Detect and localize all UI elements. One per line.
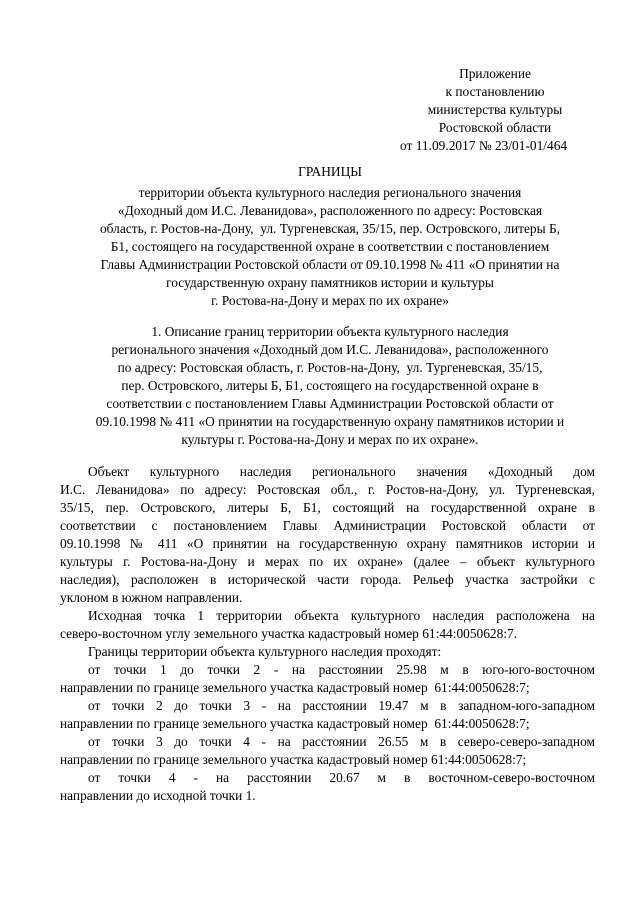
appendix-line: министерства культуры [427, 102, 563, 117]
boundary-segment-line: от точки 2 до точки 3 - на расстоянии 19.47 м в западном-юго-западном [88, 698, 595, 713]
section-heading-line: соответствии с постановлением Главы Администрации Ростовской области от [106, 396, 554, 411]
body-line: 35/15, пер. Островского, литеры Б, Б1, состоящий на государственной охране в [60, 500, 595, 515]
body-line: Границы территории объекта культурного наследия проходят: [88, 644, 442, 659]
appendix-date-line: от 11.09.2017 № 23/01-01/464 [400, 138, 568, 153]
body-line: наследия), расположен в исторической части города. Рельеф участка застройки с [60, 572, 595, 587]
boundary-segment-line: от точки 4 - на расстоянии 20.67 м в восточном-северо-восточном [88, 770, 595, 785]
subtitle-line: г. Ростова-на-Дону и мерах по их охране» [211, 293, 449, 308]
section-heading-line: по адресу: Ростовская область, г. Ростов-на-Дону, ул. Тургеневская, 35/15, [117, 360, 543, 375]
body-line: Объект культурного наследия регионального значения «Доходный дом [88, 464, 595, 479]
subtitle-line: Главы Администрации Ростовской области от 09.10.1998 № 411 «О принятии на [100, 257, 560, 272]
body-line: И.С. Леванидова» по адресу: Ростовская обл., г. Ростов-на-Дону, ул. Тургеневская, [60, 482, 595, 497]
subtitle-line: «Доходный дом И.С. Леванидова», расположенного по адресу: Ростовская [117, 203, 543, 218]
section-heading-line: культуры г. Ростова-на-Дону и мерах по их охране». [181, 432, 479, 447]
section-heading-line: регионального значения «Доходный дом И.С. Леванидова», расположенного [111, 342, 549, 357]
boundary-segment-line: направлении до исходной точки 1. [60, 788, 256, 803]
boundary-segment-line: от точки 3 до точки 4 - на расстоянии 26.55 м в северо-северо-западном [88, 734, 595, 749]
section-heading-line: пер. Островского, литеры Б, Б1, состоящего на государственной охране в [121, 378, 539, 393]
appendix-line: Приложение [459, 66, 531, 81]
document-title: ГРАНИЦЫ [298, 164, 362, 179]
body-line: уклоном в южном направлении. [60, 590, 243, 605]
boundary-segment-line: от точки 1 до точки 2 - на расстоянии 25.98 м в юго-юго-восточном [88, 662, 595, 677]
body-line: культуры г. Ростова-на-Дону и мерах по их охране» (далее – объект культурного [60, 554, 595, 569]
boundary-segment-line: направлении по границе земельного участка кадастровый номер 61:44:0050628:7; [60, 716, 530, 731]
subtitle-line: область, г. Ростов-на-Дону, ул. Тургеневская, 35/15, пер. Островского, литеры Б, [99, 221, 560, 236]
body-line: 09.10.1998 № 411 «О принятии на государственную охрану памятников истории и [60, 536, 595, 551]
body-line: северо-восточном углу земельного участка кадастровый номер 61:44:0050628:7. [60, 626, 518, 641]
section-heading-line: 1. Описание границ территории объекта культурного наследия [151, 324, 509, 339]
appendix-line: Ростовской области [438, 120, 552, 135]
subtitle-line: государственную охрану памятников истории и культуры [166, 275, 494, 290]
section-heading-line: 09.10.1998 № 411 «О принятии на государственную охрану памятников истории и [95, 414, 565, 429]
boundary-segment-line: направлении по границе земельного участка кадастровый номер 61:44:0050628:7; [60, 752, 527, 767]
appendix-line: к постановлению [445, 84, 545, 99]
body-line: соответствии с постановлением Главы Администрации Ростовской области от [60, 518, 595, 533]
appendix-block [395, 65, 595, 155]
body-line: Исходная точка 1 территории объекта культурного наследия расположена на [88, 608, 595, 623]
boundary-segment-line: направлении по границе земельного участка кадастровый номер 61:44:0050628:7; [60, 680, 530, 695]
subtitle-line: Б1, состоящего на государственной охране в соответствии с постановлением [110, 239, 550, 254]
subtitle-line: территории объекта культурного наследия регионального значения [138, 185, 522, 200]
